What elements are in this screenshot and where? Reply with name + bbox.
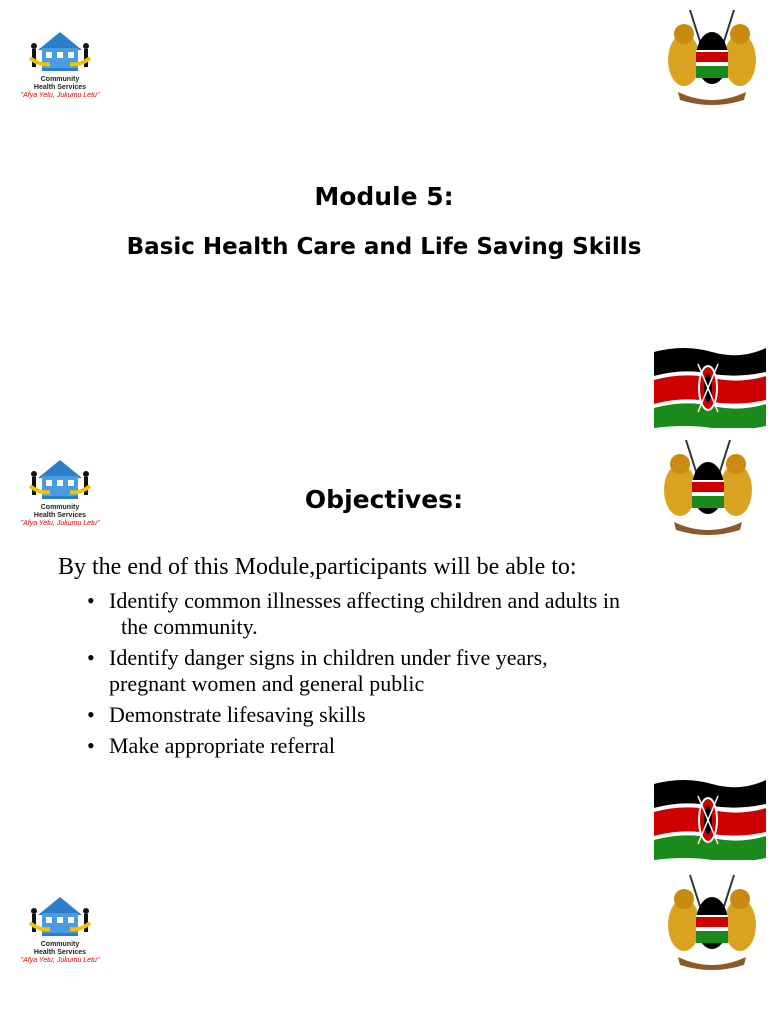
objectives-intro: By the end of this Module,participants will be able to: <box>58 554 577 580</box>
kenya-coat-of-arms-icon <box>664 6 760 108</box>
logo-org-line1: Community <box>40 76 80 83</box>
logo-motto: "Afya Yetu, Jukumu Letu" <box>20 92 100 99</box>
logo-motto: "Afya Yetu, Jukumu Letu" <box>20 520 100 527</box>
community-health-logo <box>10 28 110 108</box>
bullet-line: pregnant women and general public <box>109 671 425 696</box>
list-item <box>85 645 745 697</box>
bullet-line: • Identify common illnesses affecting children and adults in <box>109 588 620 613</box>
bullet-line: • Demonstrate lifesaving skills <box>109 702 366 727</box>
bullet-line: • Make appropriate referral <box>109 733 335 758</box>
list-item <box>85 733 745 759</box>
list-item <box>85 588 745 640</box>
logo-org-line2: Health Services <box>33 84 87 91</box>
kenya-flag-icon <box>650 344 768 428</box>
slide-partial <box>0 865 768 1024</box>
objectives-list <box>85 588 745 764</box>
bullet-line: • Identify danger signs in children under five years, <box>109 645 548 670</box>
kenya-coat-of-arms-icon <box>664 871 760 973</box>
module-subtitle: Basic Health Care and Life Saving Skills <box>126 234 642 260</box>
logo-org-line1: Community <box>40 504 80 511</box>
slide-module-title <box>0 0 768 430</box>
objectives-heading: Objectives: <box>304 485 464 514</box>
community-health-logo <box>10 893 110 973</box>
kenya-flag-icon <box>650 776 768 860</box>
bullet-line: the community. <box>121 614 258 639</box>
list-item <box>85 702 745 728</box>
module-heading: Module 5: <box>314 182 454 211</box>
community-health-logo-icon <box>28 28 92 76</box>
slide-objectives <box>0 430 768 865</box>
logo-org-line1: Community <box>40 941 80 948</box>
logo-org-line2: Health Services <box>33 949 87 956</box>
logo-org-line2: Health Services <box>33 512 87 519</box>
community-health-logo-icon <box>28 893 92 941</box>
logo-motto: "Afya Yetu, Jukumu Letu" <box>20 957 100 964</box>
